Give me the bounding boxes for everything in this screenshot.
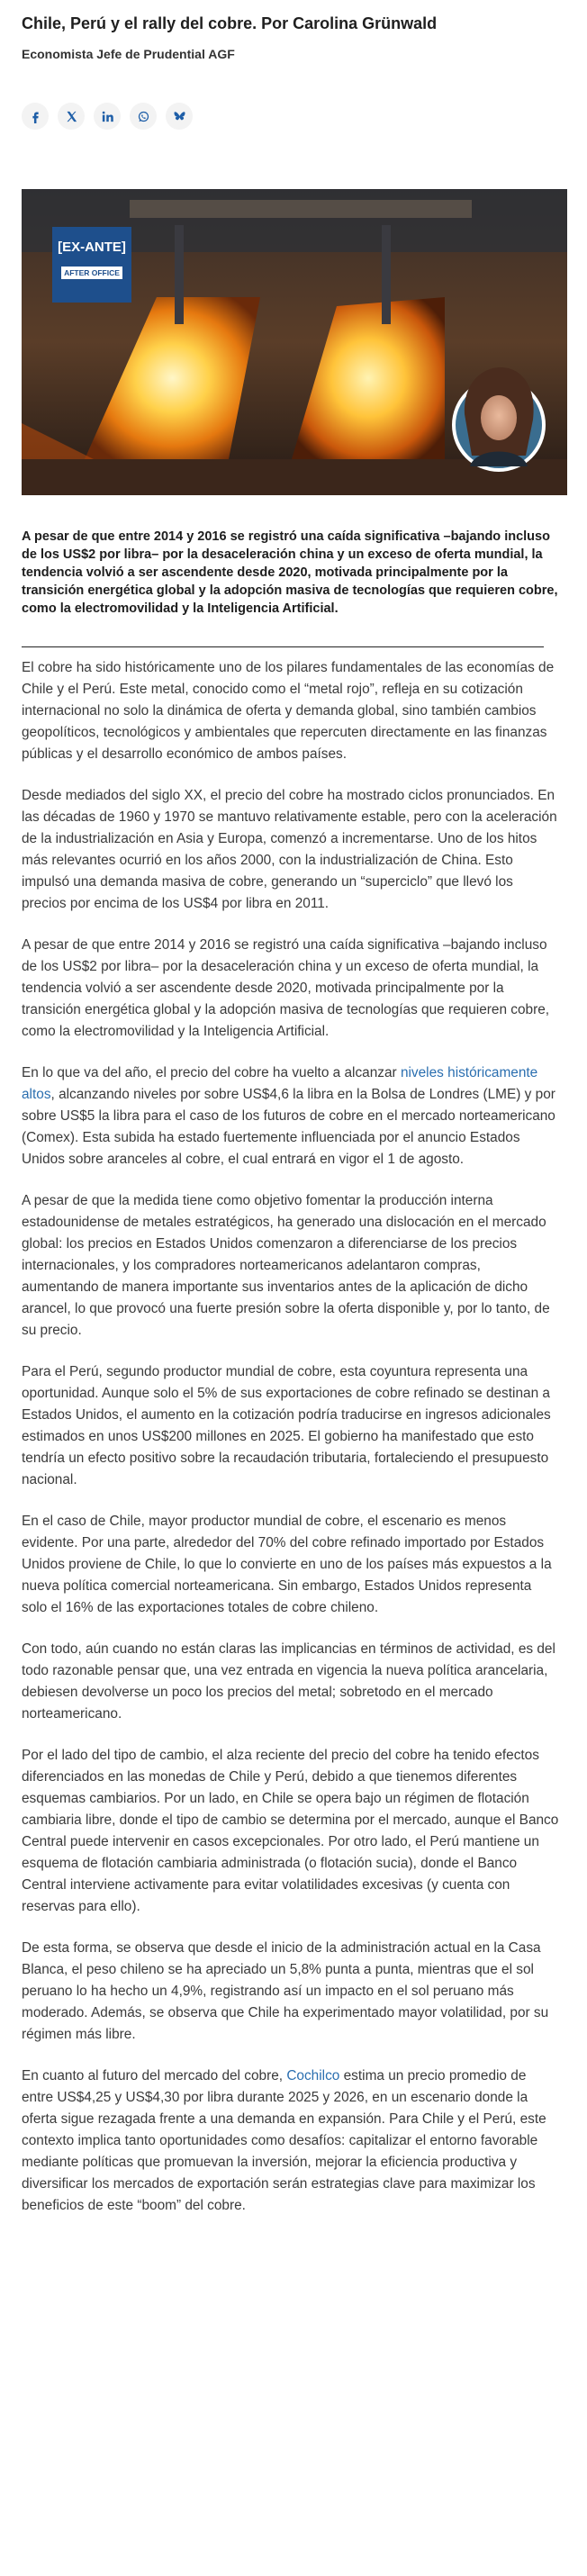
article-lead: A pesar de que entre 2014 y 2016 se registró una caída significativa –bajando incluso de los US$2 por libra– por la desaceleración china y un exceso de oferta mundial, la tendencia volvió a ser ascendente desde 2020, motivada principalmente por la transición energética global y la adopción masiva de tecnologías que requieren cobre, como la electromovilidad y la Inteligencia Artificial.: [22, 529, 558, 616]
paragraph: En el caso de Chile, mayor productor mundial de cobre, el escenario es menos evidente. Por una parte, alrededor del 70% del cobre refinado importado por Estados Unidos proviene de Chile, lo que lo convierte en uno de los países más expuestos a la nueva política comercial norteamericana. Sin embargo, Estados Unidos representa solo el 16% de las exportaciones totales de cobre chileno.: [22, 1514, 552, 1615]
paragraph: [22, 2065, 560, 2217]
article-title: Chile, Perú y el rally del cobre. Por Carolina Grünwald: [22, 14, 438, 32]
divider: [22, 646, 544, 647]
facebook-icon: [29, 110, 42, 123]
paragraph: Por el lado del tipo de cambio, el alza reciente del precio del cobre ha tenido efectos diferenciados en las monedas de Chile y Perú, debido a que tienemos diferentes esquemas cambiarios. Por un lado, en Chile se opera bajo un régimen de flotación cambiaria libre, donde el tipo de cambio se determina por el mercado, aunque el Banco Central puede intervenir en casos excepcionales. Por otro lado, el Perú mantiene un esquema de flotación cambiaria administrada (o flotación sucia), donde el Banco Central interviene activamente para evitar volatilidades excesivas (y cuenta con reservas para ello).: [22, 1748, 559, 1914]
share-bar: [22, 103, 193, 130]
paragraph-text: En lo que va del año, el precio del cobre ha vuelto a alcanzar: [22, 1065, 401, 1080]
paragraph: De esta forma, se observa que desde el inicio de la administración actual en la Casa Blanca, el peso chileno se ha apreciado un 5,8% punta a punta, mientras que el sol peruano lo ha hecho un 4,9%, registrando así un impacto en el sol peruano más moderado. Además, se observa que Chile ha experimentado mayor volatilidad, por su régimen más libre.: [22, 1940, 549, 2042]
share-x-button[interactable]: [58, 103, 85, 130]
exante-logo-section: AFTER OFFICE: [61, 267, 122, 279]
paragraph-text: estima un precio promedio de entre US$4,25 y US$4,30 por libra durante 2025 y 2026, en un escenario donde la oferta sigue rezagada frente a una demanda en expansión. Para Chile y el Perú, este contexto implica tanto oportunidades como desafíos: capitalizar el entorno favorable mediante políticas que promuevan la inversión, mejorar la eficiencia productiva y diversificar los mercados de exportación serán estrategias clave para maximizar los beneficios de este “boom” del cobre.: [22, 2068, 546, 2213]
paragraph: Para el Perú, segundo productor mundial de cobre, esta coyuntura representa una oportunidad. Aunque solo el 5% de sus exportaciones de cobre refinado se destinan a Estados Unidos, el aumento en la cotización podría traducirse en ingresos adicionales estimados en unos US$200 millones en 2025. El gobierno ha manifestado que esto tendría un efecto positivo sobre la recaudación tributaria, fortaleciendo el presupuesto nacional.: [22, 1364, 551, 1487]
paragraph-text: , alcanzando niveles por sobre US$4,6 la libra en la Bolsa de Londres (LME) y por sobre US$5 la libra para el caso de los futuros de cobre en el mercado norteamericano (Comex). Esta subida ha estado fuertemente influenciada por el anuncio Estados Unidos sobre aranceles al cobre, el cual entrará en vigor el 1 de agosto.: [22, 1087, 555, 1167]
paragraph: A pesar de que la medida tiene como objetivo fomentar la producción interna estadounidense de metales estratégicos, ha generado una dislocación en el mercado global: los precios en Estados Unidos comenzaron a diferenciarse de los precios internacionales, y los compradores norteamericanos adelantaron compras, aumentando de manera importante sus inventarios antes de la aplicación de dicho arancel, lo que provocó una fuerte presión sobre la oferta disponible y, por lo tanto, de su precio.: [22, 1193, 550, 1338]
bluesky-icon: [173, 110, 186, 123]
article-body: [22, 657, 560, 2237]
x-icon: [65, 110, 78, 123]
exante-logo: [52, 227, 131, 303]
hero-image: [22, 189, 567, 495]
niveles-historicos-link[interactable]: niveles históricamente altos: [22, 1065, 538, 1102]
author-subtitle: Economista Jefe de Prudential AGF: [22, 47, 235, 61]
paragraph: Con todo, aún cuando no están claras las implicancias en términos de actividad, es del todo razonable pensar que, una vez entrada en vigencia la nueva política arancelaria, debiesen devolverse un poco los precios del metal; sobretodo en el mercado norteamericano.: [22, 1641, 555, 1722]
share-whatsapp-button[interactable]: [130, 103, 157, 130]
paragraph: A pesar de que entre 2014 y 2016 se registró una caída significativa –bajando incluso de los US$2 por libra– por la desaceleración china y un exceso de oferta mundial, la tendencia volvió a ser ascendente desde 2020, motivada principalmente por la transición energética global y la adopción masiva de tecnologías que requieren cobre, como la electromovilidad y la Inteligencia Artificial.: [22, 937, 550, 1039]
share-linkedin-button[interactable]: [94, 103, 121, 130]
cochilco-link[interactable]: Cochilco: [286, 2068, 340, 2083]
share-facebook-button[interactable]: [22, 103, 49, 130]
paragraph: [22, 1062, 560, 1170]
share-bluesky-button[interactable]: [166, 103, 193, 130]
whatsapp-icon: [137, 110, 150, 123]
paragraph: El cobre ha sido históricamente uno de los pilares fundamentales de las economías de Chile y el Perú. Este metal, conocido como el “metal rojo”, refleja en su cotización internacional no solo la dinámica de oferta y demanda global, sino también cambios geopolíticos, tecnológicos y ambientales que repercuten directamente en las finanzas públicas y el desarrollo económico de ambos países.: [22, 660, 555, 762]
paragraph-text: En cuanto al futuro del mercado del cobre,: [22, 2068, 287, 2083]
exante-logo-brand: [EX-ANTE]: [58, 240, 126, 255]
linkedin-icon: [101, 110, 114, 123]
paragraph: Desde mediados del siglo XX, el precio del cobre ha mostrado ciclos pronunciados. En las décadas de 1960 y 1970 se mantuvo relativamente estable, pero con la aceleración de la industrialización en Asia y Europa, comenzó a incrementarse. Uno de los hitos más relevantes ocurrió en los años 2000, con la industrialización de China. Esto impulsó una demanda masiva de cobre, generando un “superciclo” que llevó los precios por encima de los US$4 por libra en 2011.: [22, 788, 557, 911]
